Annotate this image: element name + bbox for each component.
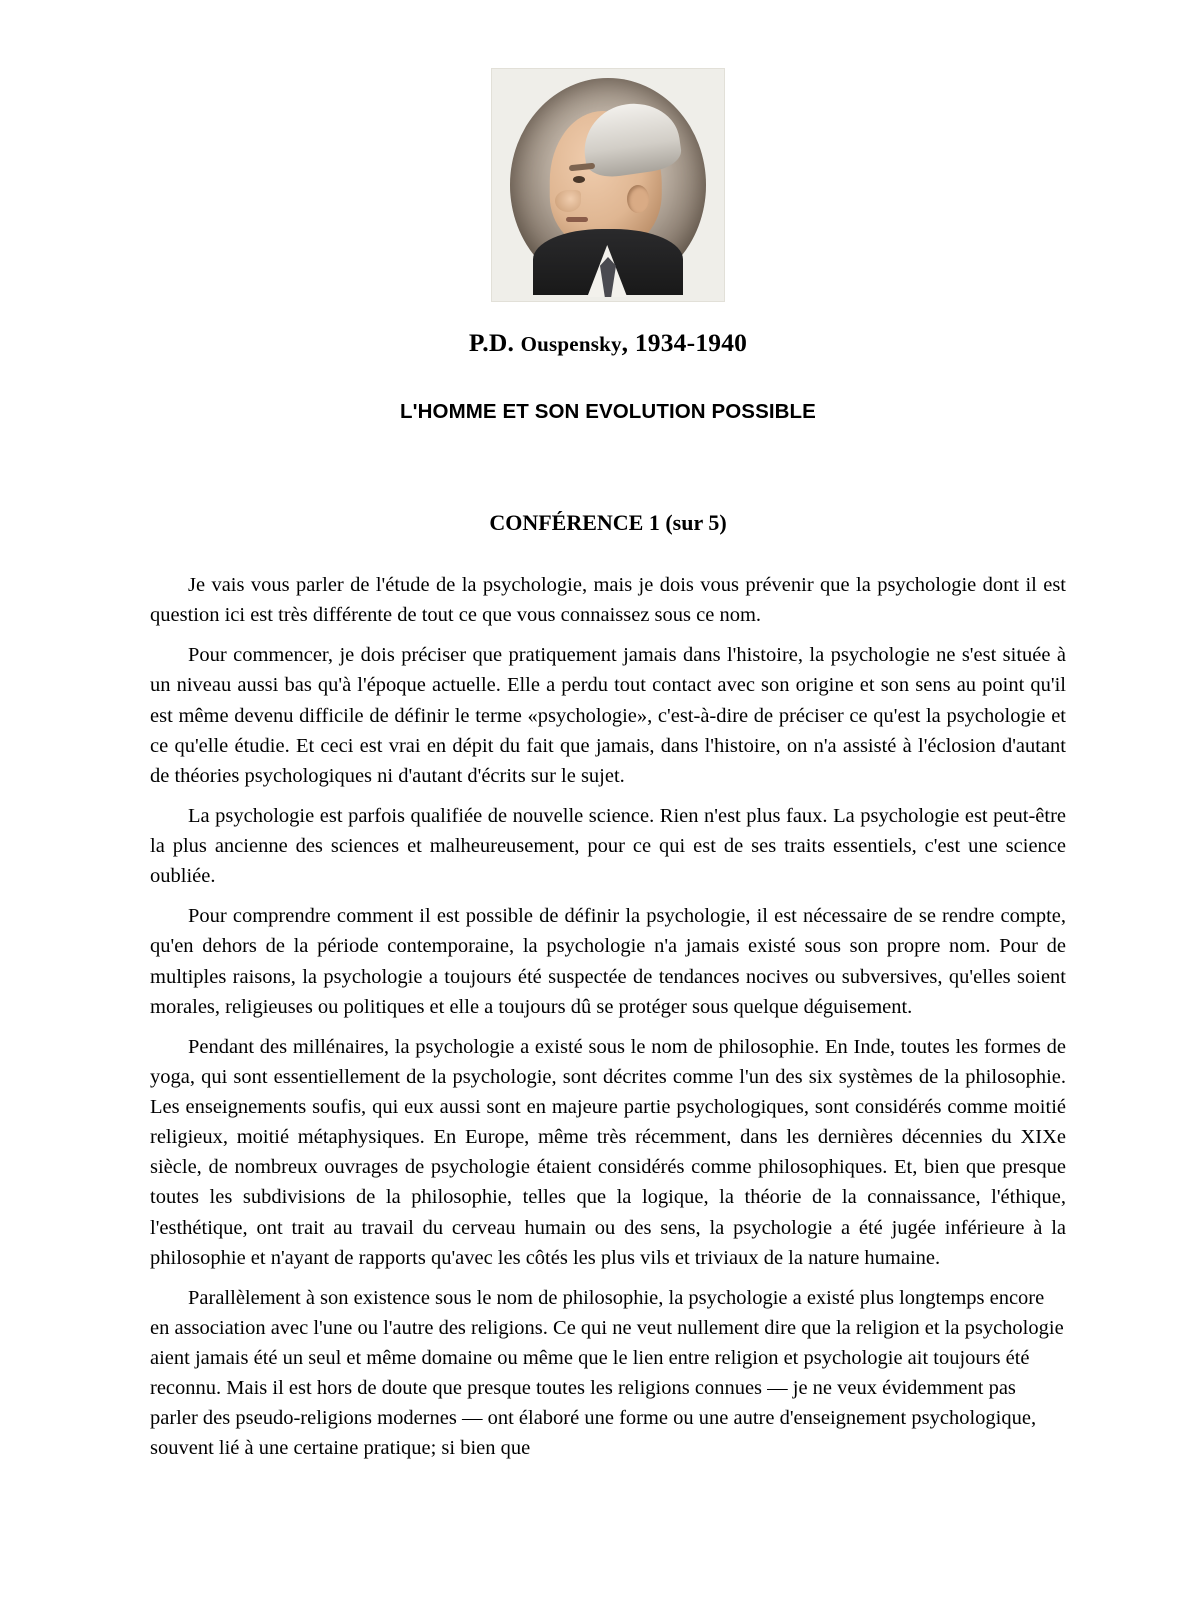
portrait-figure (150, 68, 1066, 302)
author-years: , 1934-1940 (621, 328, 748, 357)
paragraph: Parallèlement à son existence sous le nom de philosophie, la psychologie a existé plus longtemps encore en association avec l'une ou l'autre des religions. Ce qui ne veut nullement dire que la religion et la psychologie aient jamais été un seul et même domaine ou même que le lien entre religion et psychologie ait toujours été reconnu. Mais il est hors de doute que presque toutes les religions connues — je ne veux évidemment pas parler des pseudo-religions modernes — ont élaboré une forme ou une autre d'enseignement psychologique, souvent lié à une certaine pratique; si bien que (150, 1286, 1064, 1460)
portrait-mouth (566, 217, 588, 222)
paragraph: Pour comprendre comment il est possible de définir la psychologie, il est nécessaire de se rendre compte, qu'en dehors de la période contemporaine, la psychologie n'a jamais existé sous son propre nom. Pour de multiples raisons, la psychologie a toujours été suspectée de tendances nocives ou subversives, qu'elles soient morales, religieuses ou politiques et elle a toujours dû se protéger sous quelque déguisement. (150, 905, 1066, 1018)
body-text (150, 570, 1066, 1464)
author-line (150, 328, 1066, 358)
portrait-image (491, 68, 725, 302)
lecture-heading: CONFÉRENCE 1 (sur 5) (489, 510, 727, 535)
author-surname: Ouspensky (520, 332, 622, 356)
portrait-eye (573, 176, 585, 183)
book-title: L'HOMME ET SON EVOLUTION POSSIBLE (400, 400, 816, 423)
paragraph: La psychologie est parfois qualifiée de nouvelle science. Rien n'est plus faux. La psychologie est peut-être la plus ancienne des sciences et malheureusement, pour ce qui est de ses traits essentiels, c'est une science oubliée. (150, 804, 1066, 888)
paragraph: Je vais vous parler de l'étude de la psychologie, mais je dois vous prévenir que la psychologie dont il est question ici est très différente de tout ce que vous connaissez sous ce nom. (150, 574, 1066, 627)
portrait-ear (627, 185, 649, 213)
author-initials: P.D. (468, 328, 515, 357)
paragraph: Pendant des millénaires, la psychologie a existé sous le nom de philosophie. En Inde, toutes les formes de yoga, qui sont essentiellement de la psychologie, sont décrites comme l'un des six systèmes de la philosophie. Les enseignements soufis, qui eux aussi sont en majeure partie psychologiques, sont considérés comme moitié religieux, moitié métaphysiques. En Europe, même très récemment, dans les dernières décennies du XIXe siècle, de nombreux ouvrages de psychologie étaient considérés comme philosophiques. Et, bien que presque toutes les subdivisions de la philosophie, telles que la logique, la théorie de la connaissance, l'éthique, l'esthétique, ont trait au travail du cerveau humain ou des sens, la psychologie a été jugée inférieure à la philosophie et n'ayant de rapports qu'avec les côtés les plus vils et triviaux de la nature humaine. (150, 1035, 1066, 1269)
paragraph: Pour commencer, je dois préciser que pratiquement jamais dans l'histoire, la psychologie ne s'est située à un niveau aussi bas qu'à l'époque actuelle. Elle a perdu tout contact avec son origine et son sens au point qu'il est même devenu difficile de définir le terme «psychologie», c'est-à-dire de préciser ce qu'est la psychologie et ce qu'elle étudie. Et ceci est vrai en dépit du fait que jamais, dans l'histoire, on n'a assisté à l'éclosion d'autant de théories psychologiques ni d'autant d'écrits sur le sujet. (150, 644, 1066, 787)
portrait-nose (555, 190, 581, 212)
